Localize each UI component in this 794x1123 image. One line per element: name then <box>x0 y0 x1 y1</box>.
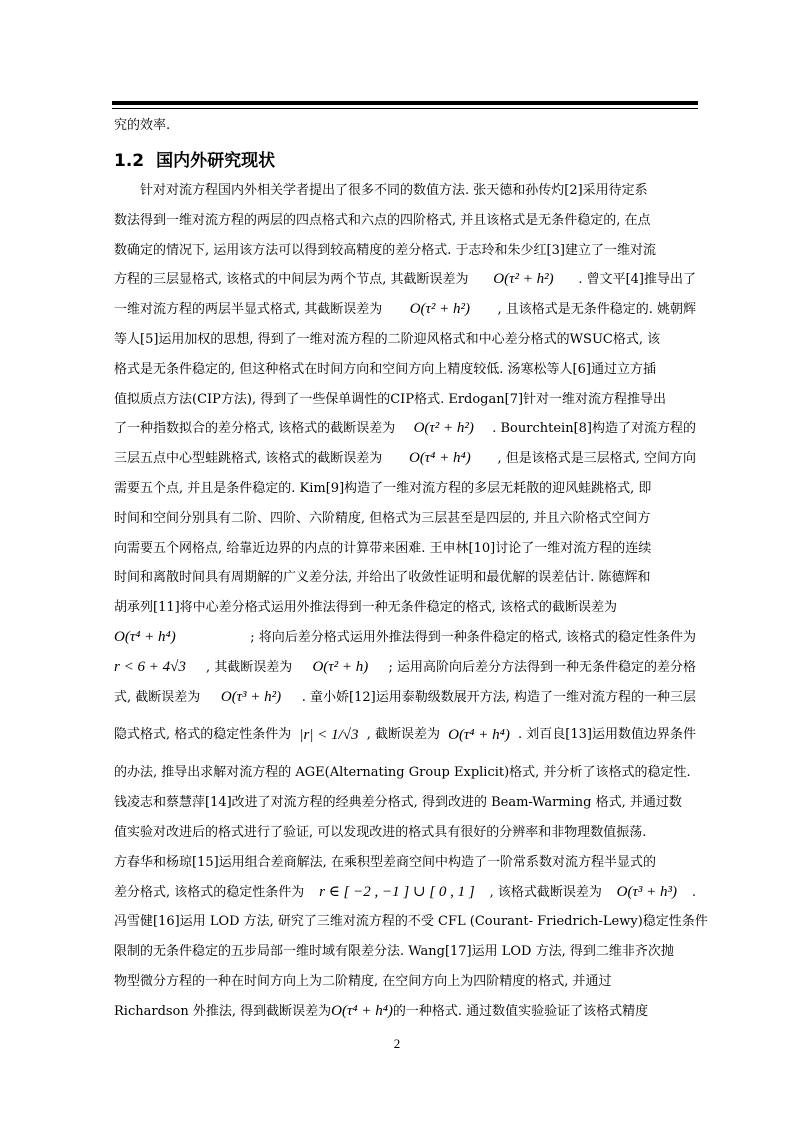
line-text <box>114 758 696 788</box>
line-text <box>114 534 696 564</box>
paragraph <box>114 176 708 1027</box>
text-run: 时间和离散时间具有周期解的广义差分法, 并给出了收敛性证明和最优解的误差估计. 陈德辉和 <box>114 570 651 586</box>
paragraph-line <box>114 758 696 788</box>
text-run: . Bourchtein[8]构造了对流方程的 <box>492 421 696 437</box>
paragraph-line <box>114 712 696 758</box>
paragraph-line <box>114 818 696 848</box>
text-run: 值拟质点方法(CIP方法), 得到了一些保单调性的CIP格式. Erdogan[7]针对一维对流方程推导出 <box>114 391 667 407</box>
line-text <box>114 385 696 415</box>
formula: O(τ³ + h²) <box>220 688 282 705</box>
text-run: 冯雪健[16]运用 LOD 方法, 研究了三维对流方程的不受 CFL (Courant- Friedrich-Lewy)稳定性条件 <box>114 914 708 930</box>
text-run: . <box>691 884 696 900</box>
text-run: 针对对流方程国内外相关学者提出了很多不同的数值方法. 张天德和孙传灼[2]采用待定系 <box>140 183 648 198</box>
text-run: 的办法, 推导出求解对流方程的 AGE(Alternating Group Explicit)格式, 并分析了该格式的稳定性. <box>114 765 691 781</box>
line-text <box>114 325 696 355</box>
text-run: , 截断误差为 <box>366 727 440 743</box>
line-text <box>140 176 696 206</box>
line-text <box>114 265 696 295</box>
line-text <box>114 355 696 385</box>
text-run: , 但是该格式是三层格式, 空间方向 <box>497 451 696 467</box>
line-text <box>114 878 696 908</box>
line-text <box>114 937 696 967</box>
text-run: ; 将向后差分格式运用外推法得到一种条件稳定的格式, 该格式的稳定性条件为 <box>250 629 696 645</box>
text-run: , 该格式截断误差为 <box>489 884 602 900</box>
text-run: 方程的三层显格式, 该格式的中间层为两个节点, 其截断误差为 <box>114 272 469 288</box>
line-text <box>114 997 696 1027</box>
text-run: 物型微分方程的一种在时间方向上为二阶精度, 在空间方向上为四阶精度的格式, 并通过 <box>114 973 612 989</box>
text-run: 了一种指数拟合的差分格式, 该格式的截断误差为 <box>114 421 396 437</box>
line-text <box>114 623 696 653</box>
formula: O(τ² + h²) <box>413 420 474 437</box>
paragraph-line <box>114 848 696 878</box>
formula: O(τ² + h²) <box>409 301 471 318</box>
text-run: 钱凌志和蔡慧萍[14]改进了对流方程的经典差分格式, 得到改进的 Beam-Warming 格式, 并通过数 <box>114 795 682 811</box>
text-run: 时间和空间分别具有二阶、四阶、六阶精度, 但格式为三层甚至是四层的, 并且六阶格式空间方 <box>114 510 651 526</box>
paragraph-line <box>114 593 696 623</box>
paragraph-line <box>114 295 696 325</box>
text-run: 胡承列[11]将中心差分格式运用外推法得到一种无条件稳定的格式, 该格式的截断误差为 <box>114 600 617 616</box>
line-text <box>114 818 696 848</box>
formula: |r| < 1/√3 <box>299 727 359 744</box>
line-text <box>114 593 696 623</box>
line-text <box>114 474 696 504</box>
line-text <box>114 907 708 937</box>
paragraph-line <box>114 206 696 236</box>
formula: O(τ³ + h³) <box>616 883 677 900</box>
header-rule-thin <box>112 108 698 109</box>
text-run: 数法得到一维对流方程的两层的四点格式和六点的四阶格式, 并且该格式是无条件稳定的, 在点 <box>114 212 651 228</box>
paragraph-line <box>114 265 696 295</box>
line-text <box>114 563 696 593</box>
formula: O(τ² + h) <box>312 658 369 675</box>
line-text <box>114 653 696 683</box>
paragraph-line <box>114 474 696 504</box>
formula: O(τ⁴ + h⁴) <box>448 727 510 744</box>
text-run: . 曾文平[4]推导出了 <box>578 272 696 288</box>
paragraph-line <box>114 414 696 444</box>
text-run: , 且该格式是无条件稳定的. 姚朝辉 <box>497 302 696 318</box>
line-text <box>114 967 696 997</box>
section-number: 1.2 <box>114 151 145 171</box>
text-run: 等人[5]运用加权的思想, 得到了一维对流方程的二阶迎风格式和中心差分格式的WSUC格式, 该 <box>114 331 661 347</box>
line-text <box>114 206 696 236</box>
formula: O(τ⁴ + h⁴) <box>331 1002 393 1019</box>
paragraph-line <box>114 878 696 908</box>
page-number: 2 <box>393 1036 401 1051</box>
formula: r < 6 + 4√3 <box>114 658 186 675</box>
paragraph-line <box>114 176 696 206</box>
formula: O(τ² + h²) <box>493 271 554 288</box>
section-title: 国内外研究现状 <box>156 151 276 171</box>
formula: r ∈ [ −2 , −1 ] ∪ [ 0 , 1 ] <box>319 883 475 900</box>
text-run: 限制的无条件稳定的五步局部一维时域有限差分法. Wang[17]运用 LOD 方法, 得到二维非齐次抛 <box>114 944 674 960</box>
text-run: . 刘百良[13]运用数值边界条件 <box>518 727 696 743</box>
line-text <box>114 683 696 713</box>
formula: O(τ⁴ + h⁴) <box>114 628 176 645</box>
text-run: 格式是无条件稳定的, 但这种格式在时间方向和空间方向上精度较低. 汤寒松等人[6]通过立方插 <box>114 361 656 377</box>
paragraph-line <box>114 907 708 937</box>
paragraph-line <box>114 325 696 355</box>
text-run: 向需要五个网格点, 给靠近边界的内点的计算带来困难. 王申林[10]讨论了一维对流方程的连续 <box>114 540 652 556</box>
text-run: 差分格式, 该格式的稳定性条件为 <box>114 884 305 900</box>
paragraph-line <box>114 788 696 818</box>
line-text <box>114 444 696 474</box>
header-rule-thick <box>112 101 698 105</box>
line-text <box>114 712 696 758</box>
text-run: ; 运用高阶向后差分方法得到一种无条件稳定的差分格 <box>388 659 696 675</box>
paragraph-line <box>114 534 696 564</box>
paragraph-line <box>114 997 696 1027</box>
paragraph-line <box>114 623 696 653</box>
paragraph-line <box>114 355 696 385</box>
paragraph-line <box>114 504 696 534</box>
text-run: 式, 截断误差为 <box>114 689 201 705</box>
paragraph-line <box>114 683 696 713</box>
paragraph-line <box>114 653 696 683</box>
text-run: 数确定的情况下, 运用该方法可以得到较高精度的差分格式. 于志玲和朱少红[3]建立了一维对流 <box>114 242 656 258</box>
text-run: 一维对流方程的两层半显式格式, 其截断误差为 <box>114 302 383 318</box>
text-run: Richardson 外推法, 得到截断误差为 <box>114 1003 332 1019</box>
line-text <box>114 788 696 818</box>
paragraph-line <box>114 444 696 474</box>
formula: O(τ⁴ + h⁴) <box>408 450 471 467</box>
paragraph-line <box>114 967 696 997</box>
text-run: 隐式格式, 格式的稳定性条件为 <box>114 727 292 743</box>
text-run: 方春华和杨琼[15]运用组合差商解法, 在乘积型差商空间中构造了一阶常系数对流方程半显式的 <box>114 854 656 870</box>
line-text <box>114 295 696 325</box>
text-run: . 童小娇[12]运用泰勒级数展开方法, 构造了一维对流方程的一种三层 <box>301 689 696 705</box>
line-text <box>114 848 696 878</box>
text-run: 的一种格式. 通过数值实验验证了该格式精度 <box>392 1003 649 1019</box>
line-text <box>114 504 696 534</box>
paragraph-line <box>114 236 696 266</box>
line-text <box>114 414 696 444</box>
text-run: 三层五点中心型蛙跳格式, 该格式的截断误差为 <box>114 451 383 467</box>
paragraph-line <box>114 563 696 593</box>
paragraph-line <box>114 937 696 967</box>
section-heading <box>114 146 275 171</box>
text-run: 需要五个点, 并且是条件稳定的. Kim[9]构造了一维对流方程的多层无耗散的迎风蛙跳格式, 即 <box>114 480 652 496</box>
line-text <box>114 236 696 266</box>
top-fragment-line <box>114 114 696 138</box>
text-run: 值实验对改进后的格式进行了验证, 可以发现改进的格式具有很好的分辨率和非物理数值振荡. <box>114 824 647 840</box>
paragraph-line <box>114 385 696 415</box>
top-fragment: 究的效率. <box>114 118 171 133</box>
text-run: , 其截断误差为 <box>206 659 293 675</box>
